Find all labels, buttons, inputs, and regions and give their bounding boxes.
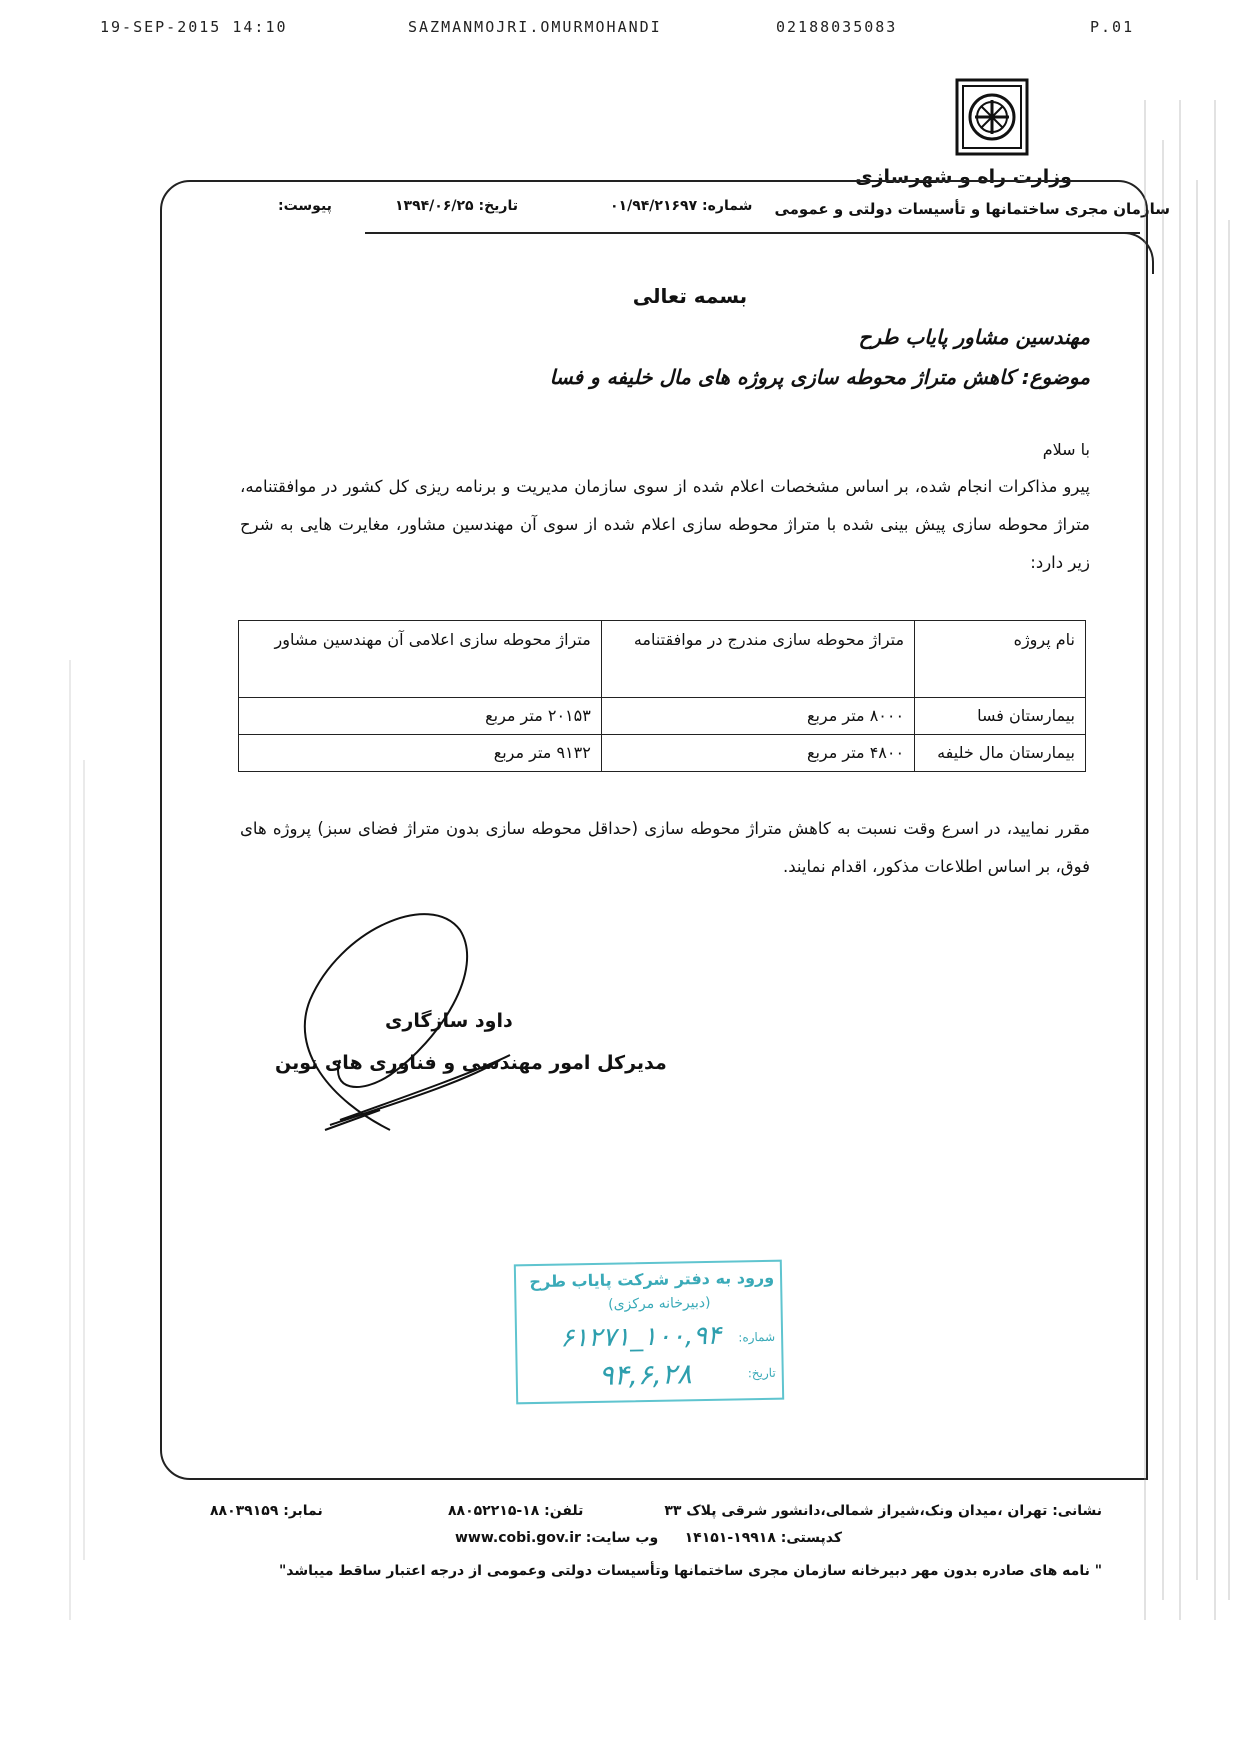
fax-date-time: 19-SEP-2015 14:10 [100,18,288,36]
signer-title: مدیرکل امور مهندسی و فناوری های نوین [275,1052,667,1074]
ministry-logo-icon [955,78,1029,156]
letter-heading: بسمه تعالی [632,284,748,308]
area-comparison-table [238,620,1086,772]
letter-date [395,198,518,214]
stamp-line-2: (دبیرخانه مرکزی) [608,1294,711,1313]
table-cell: ۸۰۰۰ متر مربع [601,698,914,735]
receipt-stamp [514,1260,784,1405]
letter-paragraph-2: مقرر نمایید، در اسرع وقت نسبت به کاهش متراژ محوطه سازی (حداقل محوطه سازی بدون متراژ فضای سبز) پروژه های فوق، بر اساس اطلاعات مذکور، اقدام نمایند. [240,819,1090,876]
scan-noise-right [1125,100,1240,1620]
table-header-consultant-area: متراژ محوطه سازی اعلامی آن مهندسین مشاور [239,621,602,698]
scan-noise-left [60,660,100,1620]
table-cell: ۴۸۰۰ متر مربع [601,735,914,772]
table-cell: بیمارستان فسا [915,698,1086,735]
stamp-date-label: تاریخ: [747,1365,776,1381]
table-cell: ۲۰۱۵۳ متر مربع [239,698,602,735]
organization-name: سازمان مجری ساختمانها و تأسیسات دولتی و عمومی [774,200,1170,218]
letter-subject: موضوع: کاهش متراژ محوطه سازی پروژه های مال خلیفه و فسا [549,365,1090,389]
footer-phone: تلفن: ۱۸-۸۸۰۵۲۲۱۵ [448,1503,584,1519]
fax-page: P.01 [1090,18,1135,36]
table-row [239,698,1086,735]
footer-validity-note: " نامه های صادره بدون مهر دبیرخانه سازمان مجری ساختمانها وتأسیسات دولتی وعمومی از درجه اعتبار ساقط میباشد" [279,1563,1102,1579]
ministry-name: وزارت راه و شهرسازی [855,166,1072,188]
fax-header [100,18,1140,42]
stamp-number-value: ۱۰۰,۹۴_۶۱۲۷۱ [559,1320,722,1354]
fax-number: 02188035083 [776,18,898,36]
letter-date-value: ۱۳۹۴/۰۶/۲۵ [395,198,474,214]
stamp-date-value: ۹۴,۶,۲۸ [598,1357,693,1392]
table-header-row [239,621,1086,698]
stamp-line-1: ورود به دفتر شرکت پایاب طرح [529,1267,775,1292]
header-rule [365,232,1140,234]
letter-number-label: شماره: [702,198,753,214]
table-header-project: نام پروژه [915,621,1086,698]
table-cell: ۹۱۳۲ متر مربع [239,735,602,772]
letter-number-value: ۰۱/۹۴/۲۱۶۹۷ [610,198,698,214]
table-header-agreement-area: متراژ محوطه سازی مندرج در موافقتنامه [601,621,914,698]
letter-greeting: با سلام [1042,440,1090,459]
footer-website: وب سایت: www.cobi.gov.ir [455,1530,659,1546]
footer-fax: نمابر: ۸۸۰۳۹۱۵۹ [210,1503,323,1519]
letter-attachment-label: پیوست: [278,198,332,214]
footer-postal-code: کدپستی: ۱۹۹۱۸-۱۴۱۵۱ [684,1530,842,1546]
table-cell: بیمارستان مال خلیفه [915,735,1086,772]
letter-recipient: مهندسین مشاور پایاب طرح [858,325,1090,349]
letter-date-label: تاریخ: [478,198,518,214]
letter-paragraph-1: پیرو مذاکرات انجام شده، بر اساس مشخصات اعلام شده از سوی سازمان مدیریت و برنامه ریزی کل کشور در موافقتنامه، متراژ محوطه سازی پیش بینی شده با متراژ محوطه سازی اعلام شده از سوی آن مهندسین مشاور، مغایرت هایی به شرح زیر دارد: [240,477,1090,572]
letter-attachment [278,198,332,214]
footer-address: نشانی: تهران ،میدان ونک،شیراز شمالی،دانشور شرقی پلاک ۳۳ [664,1503,1102,1519]
stamp-number-label: شماره: [738,1329,776,1345]
letter-number [610,198,752,214]
fax-sender: SAZMANMOJRI.OMURMOHANDI [408,18,662,36]
signer-name: داود سازگاری [385,1010,513,1032]
table-row [239,735,1086,772]
